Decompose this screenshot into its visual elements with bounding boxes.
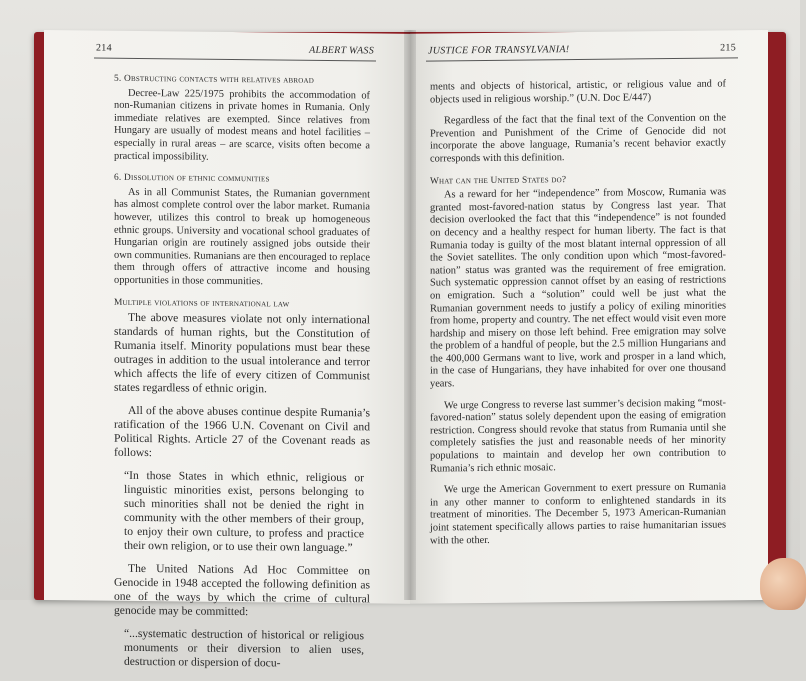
block-quote: “...systematic destruction of historical or religious monuments or their diversion to alien uses, destruction or dispersion of docu- <box>124 626 364 670</box>
left-running-title: ALBERT WASS <box>309 44 374 57</box>
paragraph: The above measures violate not only international standards of human rights, but the Constitution of Rumania itself. Minority populations must bear these outrages in addition to the usual intolerance and terror which affects the life of every citizen of Communist states regardless of ethnic origin. <box>114 310 370 396</box>
left-body-text <box>114 73 370 681</box>
right-running-title: JUSTICE FOR TRANSYLVANIA! <box>428 44 570 57</box>
quote-continuation: ments and objects of historical, artistic, or religious value and of objects used in religious worship.” (U.N. Doc E/447) <box>430 78 726 106</box>
section-heading: 5. Obstructing contacts with relatives abroad <box>114 73 315 86</box>
right-page <box>410 30 768 604</box>
left-page-number: 214 <box>96 42 112 54</box>
section-heading: 6. Dissolution of ethnic communities <box>114 172 270 185</box>
paragraph: Decree-Law 225/1975 prohibits the accommodation of non-Rumanian citizens in private homes in Rumania. Only immediate relatives are exempted. Since relatives from Hungary are usually of modest means and hotel facilities – especially in rural areas – are scarce, visits often become a practical impossibility. <box>114 87 370 163</box>
paragraph: As a reward for her “independence” from Moscow, Rumania was granted most-favored-nation status by Congress last year. That decision overlooked the fact that this “independence” is not founded on decency and a healthy respect for human liberty. The fact is that Rumania today is guilty of the most blatant internal oppression of all the Soviet satellites. The only condition upon which “most-favored-nation” status was granted was the requirement of free emigration. Such systematic oppression cannot offset by an easing of restrictions on emigration. Such a “solution” could well be just what the Rumanian government needs to justify a policy of exiling minorities from home, property and country. The net effect would visit even more hardship and misery on those left behind. Free emigration may solve the problem of a handful of people, but the 2.5 million Hungarians and the 400,000 Germans want to live, work and prosper in a land which, in the case of Hungarians, they have inhabited for over one thousand years. <box>430 186 726 390</box>
left-page <box>44 30 410 670</box>
paragraph: Regardless of the fact that the final text of the Convention on the Prevention and Punishment of the Crime of Genocide did not incorporate the above language, Rumania’s recent behavior exactly corresponds with this definition. <box>430 112 726 165</box>
paragraph: As in all Communist States, the Rumanian government has almost complete control over the labor market. Rumania however, utilizes this control to break up homogeneous ethnic groups. University and vocational school graduates of Hungarian origin are routinely assigned jobs outside their own communities. Rumanians are then encouraged to replace them through offers of attractive income and housing opportunities in those communities. <box>114 186 370 288</box>
section-heading: What can the United States do? <box>430 174 567 187</box>
paragraph: All of the above abuses continue despite Rumania’s ratification of the 1966 U.N. Covenant on Civil and Political Rights. Article 27 of the Covenant reads as follows: <box>114 403 370 460</box>
thumb <box>760 558 806 610</box>
book-gutter <box>404 30 416 600</box>
paragraph: The United Nations Ad Hoc Committee on Genocide in 1948 accepted the following definition as one of the ways by which the crime of cultural genocide may be committed: <box>114 561 370 619</box>
paragraph: We urge the American Government to exert pressure on Rumania in any other manner to conform to enlightened standards in its treatment of minorities. The December 5, 1973 American-Rumanian joint statement specifically allows parties to raise humanitarian issues with the other. <box>430 481 726 547</box>
right-body-text <box>430 78 726 556</box>
block-quote: “In those States in which ethnic, religious or linguistic minorities exist, persons belonging to such minorities shall not be denied the right in community with the other members of their group, to enjoy their own culture, to profess and practice their own religion, or to use their own language.” <box>124 468 364 555</box>
paragraph: We urge Congress to reverse last summer’s decision making “most-favored-nation” status solely dependent upon the easing of emigration restriction. Congress should revoke that status from Rumania until she completely satisfies the just and reasonable needs of her minority populations to maintain and develop her own contribution to Rumania’s rich ethnic mosaic. <box>430 397 726 475</box>
right-page-number: 215 <box>720 42 736 54</box>
section-heading: Multiple violations of international law <box>114 297 290 310</box>
